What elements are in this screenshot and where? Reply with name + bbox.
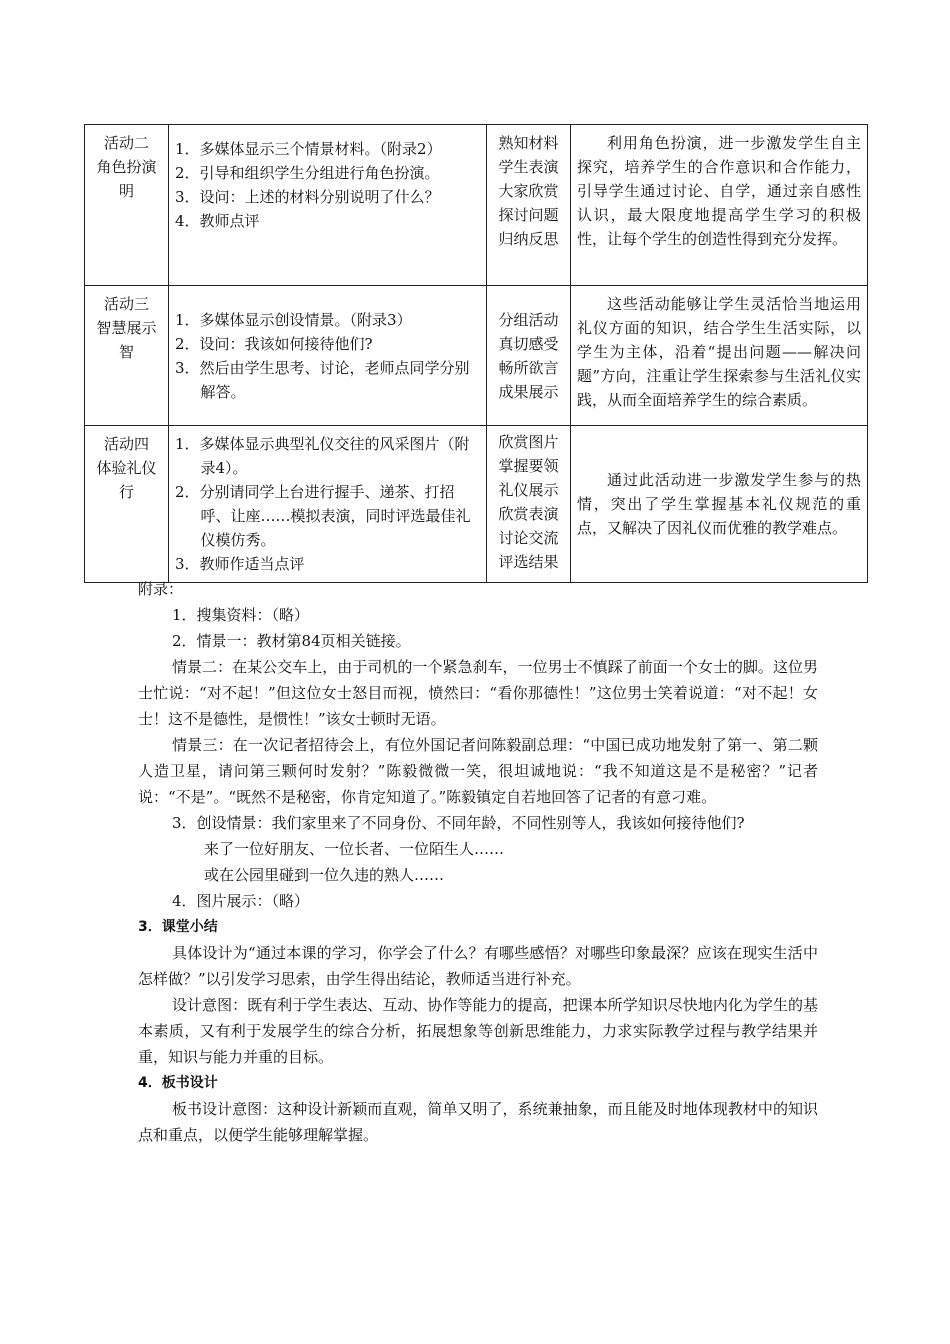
step-text: 1．多媒体显示创设情景。（附录3） <box>175 311 412 329</box>
step-text: 4．教师点评 <box>175 212 260 230</box>
summary-paragraph: 具体设计为“通过本课的学习，你学会了什么？有哪些感悟？对哪些印象最深？应该在现实生活中怎样做？”以引发学习思索，由学生得出结论，教师适当进行补充。 <box>138 944 818 988</box>
appendix-title: 附录： <box>138 580 184 598</box>
activity-table <box>84 124 868 583</box>
scene-paragraph: 情景三：在一次记者招待会上，有位外国记者问陈毅副总理：“中国已成功地发射了第一、第二颗人造卫星，请问第三颗何时发射？”陈毅微微一笑，很坦诚地说：“我不知道这是不是秘密？”记者说：“不是”。“既然不是秘密，你肯定知道了。”陈毅镇定自若地回答了记者的有意刁难。 <box>138 736 818 806</box>
step-text: 3．然后由学生思考、讨论，老师点同学分别解答。 <box>175 359 470 401</box>
student-activity-cell: 欣赏图片 掌握要领 礼仪展示 欣赏表演 讨论交流 评选结果 <box>487 426 571 583</box>
step-text: 2．设问：我该如何接待他们? <box>175 335 373 353</box>
teacher-steps-cell <box>169 125 487 286</box>
scene-paragraph: 情景二：在某公交车上，由于司机的一个紧急刹车，一位男士不慎踩了前面一个女士的脚。这位男士忙说：“对不起！”但这位女士怒目而视，愤然曰：“看你那德性！”这位男士笑着说道：“对不起！女士！这不是德性，是惯性！”该女士顿时无语。 <box>138 658 818 728</box>
step-text: 2．引导和组织学生分组进行角色扮演。 <box>175 164 440 182</box>
activity-name-cell: 活动二 角色扮演 明 <box>85 125 169 286</box>
step-text: 1．多媒体显示三个情景材料。（附录2） <box>175 140 442 158</box>
step-text: 1．多媒体显示典型礼仪交往的风采图片（附录4）。 <box>175 435 470 477</box>
activity-name-cell: 活动四 体验礼仪 行 <box>85 426 169 583</box>
appendix-subline: 来了一位好朋友、一位长者、一位陌生人…… <box>204 840 505 858</box>
appendix-item: 3．创设情景：我们家里来了不同身份、不同年龄，不同性别等人，我该如何接待他们? <box>172 814 745 832</box>
appendix-item: 2．情景一：教材第84页相关链接。 <box>172 632 411 650</box>
step-text: 3．教师作适当点评 <box>175 555 305 573</box>
design-intent-cell: 这些活动能够让学生灵活恰当地运用礼仪方面的知识，结合学生生活实际，以学生为主体，沿着“提出问题——解决问题”方向，注重让学生探索参与生活礼仪实践，从而全面培养学生的综合素质。 <box>571 286 868 426</box>
teacher-steps-cell <box>169 286 487 426</box>
section-heading: 3．课堂小结 <box>138 919 218 935</box>
design-intent-cell: 利用角色扮演，进一步激发学生自主探究，培养学生的合作意识和合作能力，引导学生通过讨论、自学，通过亲自感性认识，最大限度地提高学生学习的积极性，让每个学生的创造性得到充分发挥。 <box>571 125 868 286</box>
table-row <box>85 286 868 426</box>
summary-paragraph: 设计意图：既有利于学生表达、互动、协作等能力的提高，把课本所学知识尽快地内化为学生的基本素质，又有利于发展学生的综合分析，拓展想象等创新思维能力，力求实际教学过程与教学结果并重，知识与能力并重的目标。 <box>138 996 818 1066</box>
appendix-item: 1．搜集资料：（略） <box>172 606 310 624</box>
step-text: 3．设问：上述的材料分别说明了什么？ <box>175 188 440 206</box>
activity-name-cell: 活动三 智慧展示 智 <box>85 286 169 426</box>
board-paragraph: 板书设计意图：这种设计新颖而直观，简单又明了，系统兼抽象，而且能及时地体现教材中的知识点和重点，以便学生能够理解掌握。 <box>138 1100 818 1144</box>
table-row <box>85 426 868 583</box>
appendix-subline: 或在公园里碰到一位久违的熟人…… <box>204 866 445 884</box>
appendix-item: 4．图片展示：（略） <box>172 892 310 910</box>
teacher-steps-cell <box>169 426 487 583</box>
section-heading: 4．板书设计 <box>138 1075 218 1091</box>
table-row <box>85 125 868 286</box>
student-activity-cell: 分组活动 真切感受 畅所欲言 成果展示 <box>487 286 571 426</box>
design-intent-cell: 通过此活动进一步激发学生参与的热情，突出了学生掌握基本礼仪规范的重点，又解决了因礼仪而优雅的教学难点。 <box>571 426 868 583</box>
step-text: 2．分别请同学上台进行握手、递茶、打招呼、让座……模拟表演，同时评选最佳礼仪模仿秀。 <box>175 483 471 549</box>
student-activity-cell: 熟知材料 学生表演 大家欣赏 探讨问题 归纳反思 <box>487 125 571 286</box>
appendix-section <box>138 576 818 1148</box>
